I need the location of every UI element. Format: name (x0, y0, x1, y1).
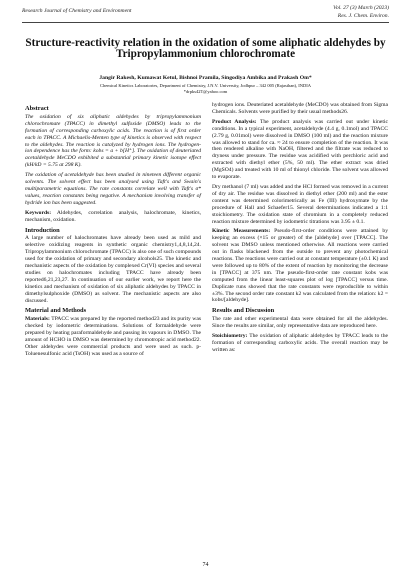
abstract-paragraph-2: The oxidation of acetaldehyde has been studied in nineteen different organic solvents. The solvent effect has been analysed using Taft's and Swain's multiparametric equations. The rate constants correlate well with Taft's σ* values, reaction constants being negative. A mechanism involving transfer of hydride ion has been suggested. (25, 172, 201, 206)
product-analysis-paragraph (212, 119, 388, 181)
stoichiometry-paragraph (212, 333, 388, 354)
keywords (25, 210, 201, 224)
introduction-paragraph: A large number of halochromates have already been used as mild and selective oxidizing reagents in synthetic organic chemistry1,4,8,14,24. Tripropylammonium chlorochromate (TPACC) is also one of such compounds used for the oxidation of primary and secondary alcohols25. The kinetic and mechanistic aspects of the oxidation by complexed Cr(VI) species and several studies on halochromates including TPACC have already been reported6,21,23,27. In continuation of our earlier work, we report here the kinetics and mechanism of oxidation of six aliphatic aldehydes by TPACC in dimethylsulphoxide (DMSO) as solvent. The mechanistic aspects are also discussed. (25, 235, 201, 304)
kinetic-measurements-text: Pseudo-first-order conditions were attained by keeping an excess (×15 or greater) of the [aldehyde] over [TPACC]. The solvent was DMSO unless mentioned otherwise. All reactions were carried out in flasks blackened from the outside to prevent any photochemical reactions. The reactions were carried out at constant temperature (±0.1 K) and were followed up to 80% of the extent of reaction by monitoring the decrease in [TPACC] at 375 nm. The pseudo-first-order rate constant kobs was computed from the linear least-squares plot of log [TPACC] versus time. Duplicate runs showed that the rate constants were reproducible to within ±3%. The second order rate constant k2 was calculated from the relation: k2 = kobs/[aldehyde]. (212, 228, 388, 304)
abstract-paragraph-1: The oxidation of six aliphatic aldehydes by tripropylammonium chlorochromate (TPACC) in dimethyl sulfoxide (DMSO) leads to the formation of corresponding carboxylic acids. The reaction is of first order each in TPACC. A Michaelis-Menten type of kinetics is observed with respect to the aldehydes. The reaction is catalyzed by hydrogen ions. The hydrogen-ion dependence has the form: kobs = a + b[H⁺]. The oxidation of deuteriated acetaldehyde MeCDO exhibited a substantial primary kinetic isotope effect (kH/kD = 5.75 at 298 K). (25, 113, 201, 169)
article-title: Structure-reactivity relation in the oxidation of some aliphatic aldehydes by Tripropylammonium chlorochromate (25, 37, 386, 61)
journal-name: Research Journal of Chemistry and Environment (22, 8, 132, 14)
affiliation-block (20, 83, 391, 95)
kinetic-measurements-label: Kinetic Measurements: (212, 228, 271, 235)
affiliation: Chemical Kinetics Laboratories, Department of Chemistry, J.N.V. University, Jodhpur – 342 005 (Rajasthan), INDIA (99, 83, 312, 88)
kinetic-measurements-paragraph (212, 228, 388, 304)
methanol-paragraph: Dry methanol (7 ml) was added and the HCl formed was removed in a current of dry air. The residue was dissolved in diethyl ether (200 ml) and the ester content was determined colorimetrically as Fe (III) hydroxymate by the procedure of Hall and Schaefer15. Several determinations indicated a 1:1 stoichiometry. The oxidation state of chromium in a completely reduced reaction mixture determined by iodometric titrations was 3.95 ± 0.1. (212, 183, 388, 225)
journal-abbreviation: Res. J. Chem. Environ. (337, 12, 389, 19)
results-discussion-heading: Results and Discussion (212, 307, 275, 315)
product-analysis-text: The product analysis was carried out under kinetic conditions. In a typical experiment, acetaldehyde (4.4 g, 0.1mol) and TPACC (2.79 g, 0.01mol) were dissolved in DMSO (100 ml) and the reaction mixture was allowed to stand for ca. ≈ 24 to ensure completion of the reaction. It was then rendered alkaline with NaOH, filtered and the filtrate was reduced to dryness under pressure. The residue was acidified with perchloric acid and extracted with diethyl ether (5%, 50 ml). The ether extract was dried (MgSO4) and treated with 10 ml of thionyl chloride. The solvent was allowed to evaporate. (212, 118, 388, 181)
stoichiometry-text: The oxidation of aliphatic aldehydes by TPACC leads to the formation of corresponding carboxylic acids. The overall reaction may be written as: (212, 333, 388, 353)
author-list: Jangir Rakesh, Kumawat Ketul, Bishnoi Pramila, Singodiya Ambika and Prakash Om* (99, 75, 312, 81)
left-column (25, 102, 201, 361)
materials-continued: hydrogen ions. Deuteriated acetaldehyde (MeCDO) was obtained from Sigma Chemicals. Solvents were purified by their usual methods26. (212, 102, 388, 115)
materials-text: TPACC was prepared by the reported method23 and its purity was checked by iodometric determinations. Solutions of formaldehyde were prepared by heating paraformaldehyde and passing its vapours in DMSO. The amount of HCHO in DMSO was determined by chromotropic acid method22. Other aldehydes were commercial products and were used as such. p-Toluenesulfonic acid (TsOH) was used as a source of (25, 316, 201, 357)
product-analysis-label: Product Analysis: (212, 118, 257, 125)
header-citation (333, 5, 389, 21)
header-rule (22, 22, 389, 23)
abstract-heading: Abstract (25, 105, 49, 112)
page-number: 74 (202, 562, 209, 568)
introduction-heading: Introduction (25, 226, 60, 234)
materials-label: Materials: (25, 316, 50, 323)
results-paragraph: The rate and other experimental data were obtained for all the aldehydes. Since the results are similar, only representative data are reproduced here. (212, 316, 388, 330)
volume-line: Vol. 27 (3) March (2023) (333, 5, 389, 11)
keywords-text: Aldehydes, correlation analysis, halochromate, kinetics, mechanism, oxidation. (25, 209, 201, 223)
running-header (22, 5, 389, 29)
materials-paragraph (25, 316, 201, 357)
keywords-label: Keywords: (25, 209, 52, 216)
stoichiometry-label: Stoichiometry: (212, 333, 248, 340)
corresponding-email: *drpks42T@yahoo.com (183, 89, 228, 95)
right-column (212, 102, 388, 357)
materials-methods-heading: Material and Methods (25, 307, 87, 315)
